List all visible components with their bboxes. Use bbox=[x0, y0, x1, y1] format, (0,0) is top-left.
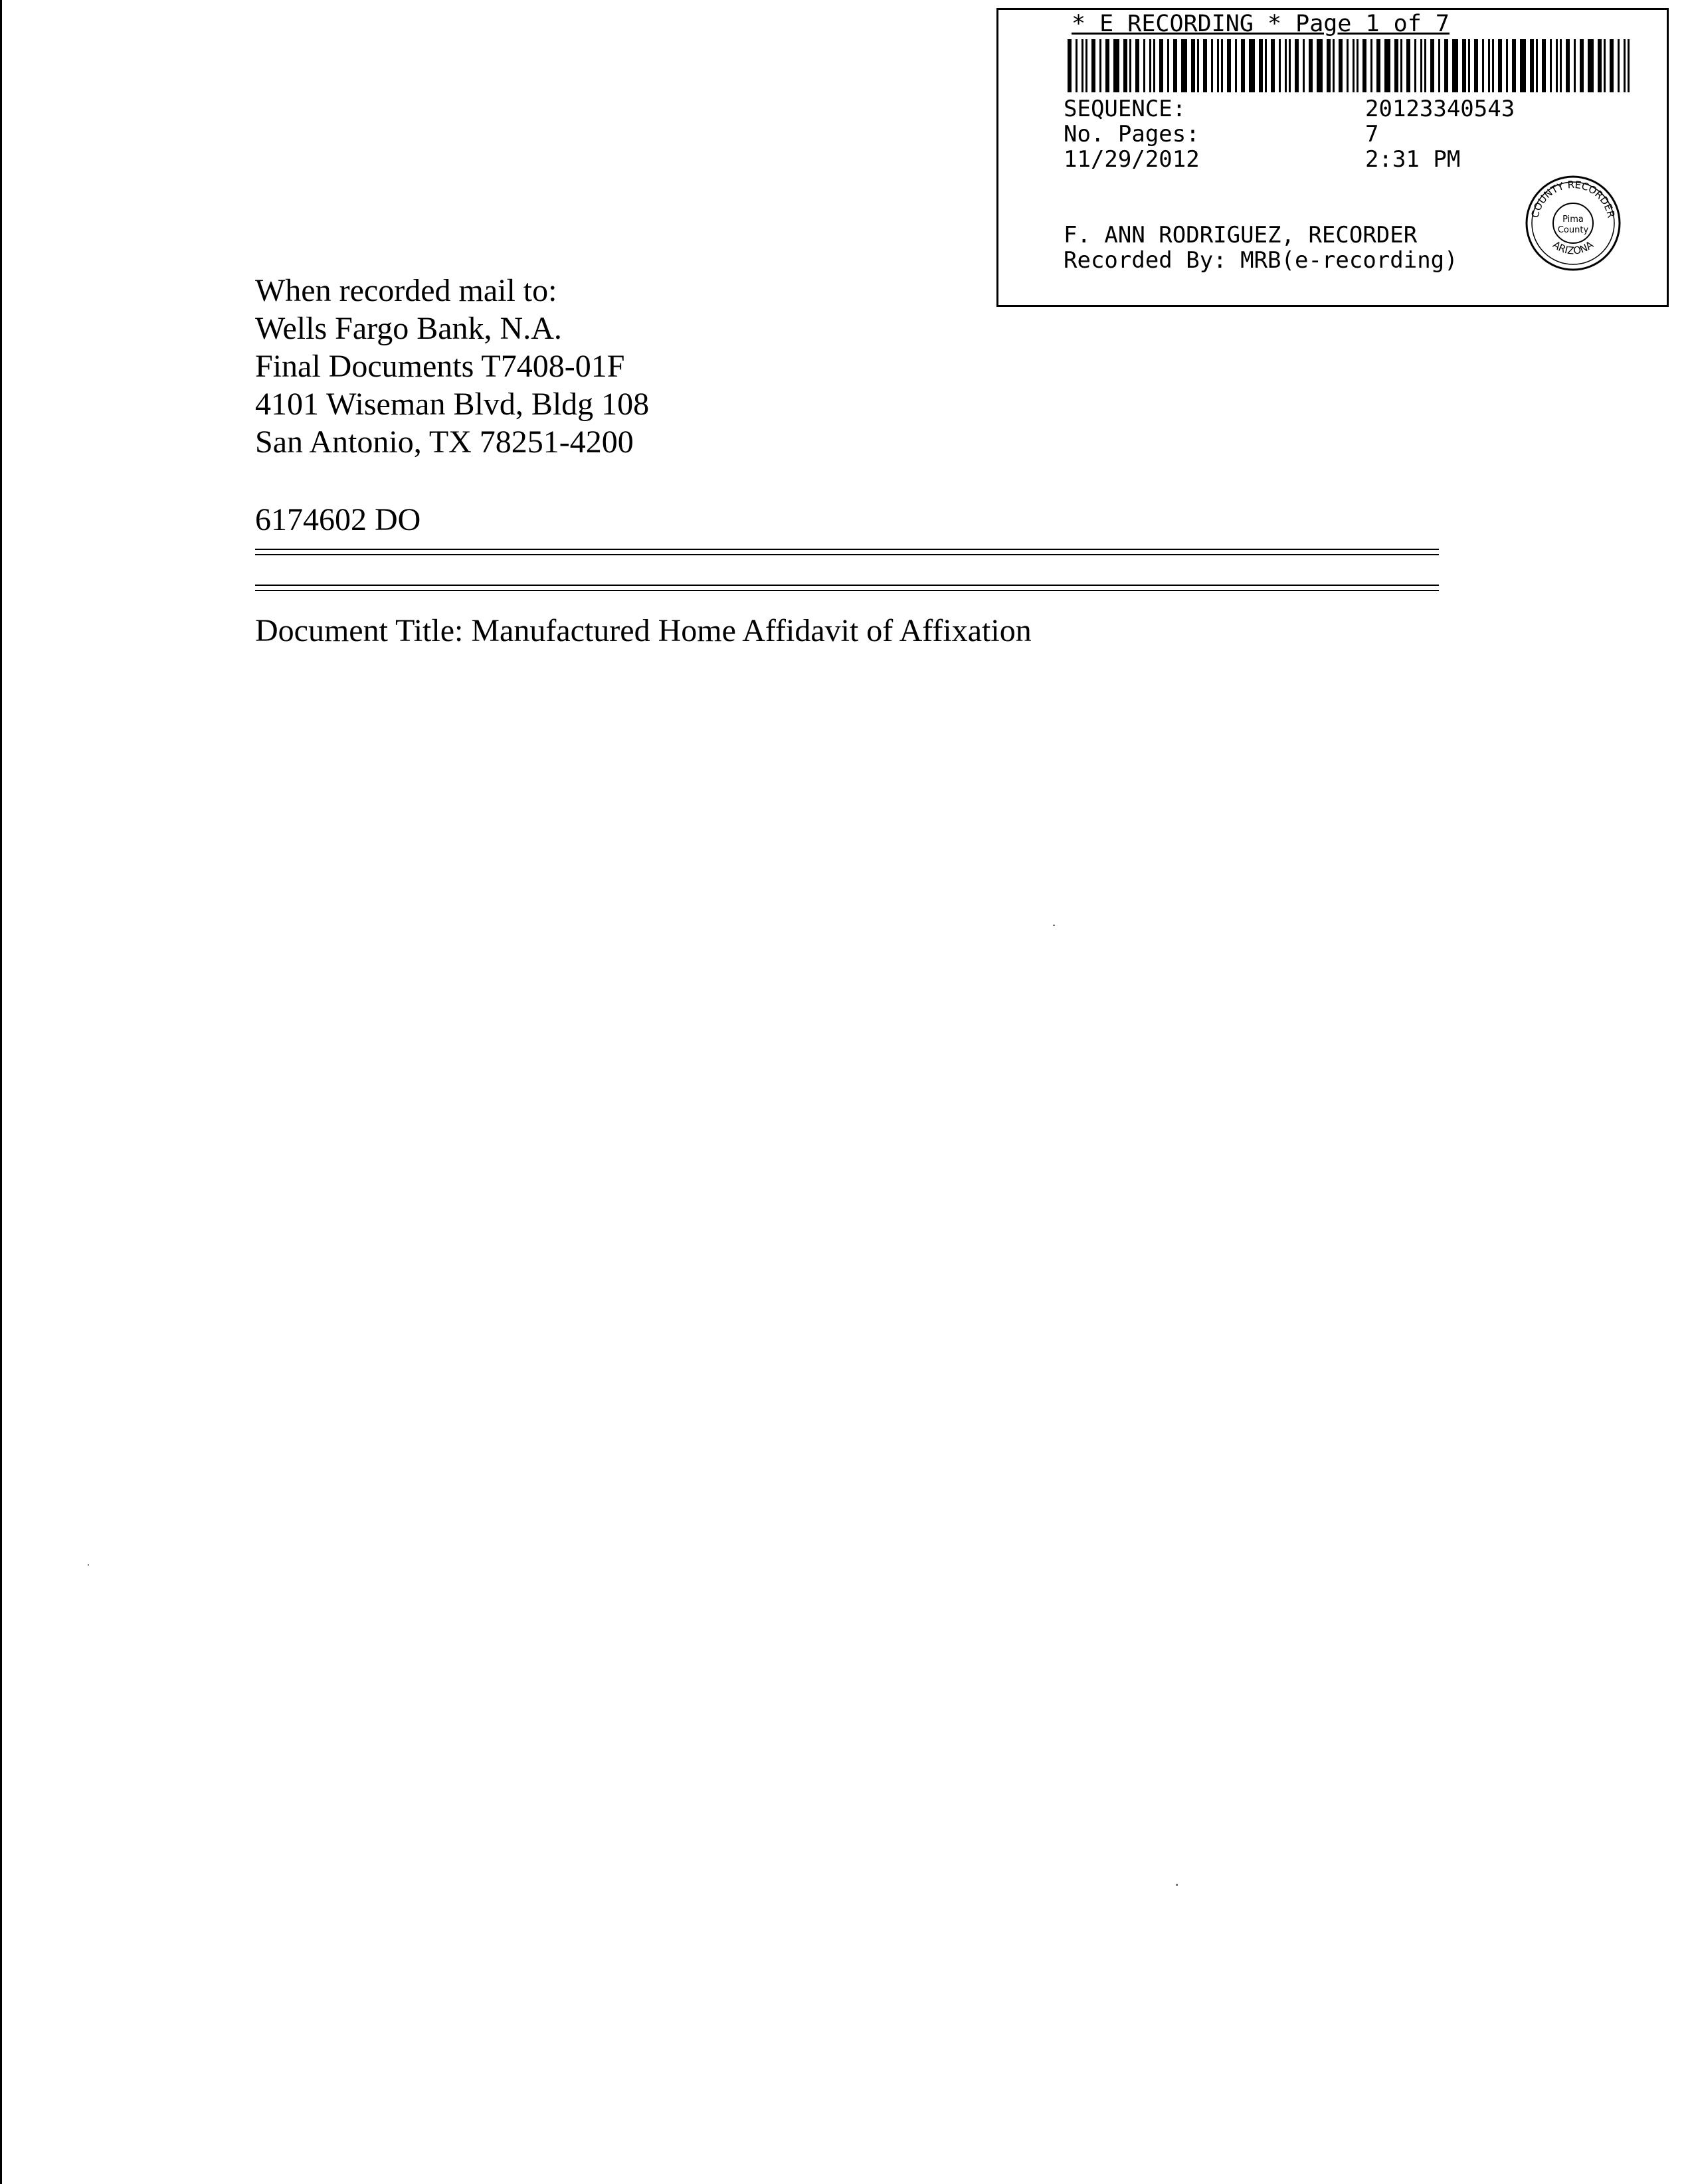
recording-stamp bbox=[996, 8, 1669, 307]
stamp-sequence-value: 20123340543 bbox=[1365, 96, 1515, 122]
barcode-bar bbox=[1468, 39, 1470, 92]
barcode-bar bbox=[1444, 39, 1448, 92]
page-left-edge bbox=[0, 0, 2, 2184]
barcode-bar bbox=[1197, 39, 1199, 92]
barcode-bar bbox=[1400, 39, 1402, 92]
barcode-bar bbox=[1588, 39, 1594, 92]
barcode-bar bbox=[1113, 39, 1119, 92]
mail-to-line-3: Final Documents T7408-01F bbox=[255, 349, 625, 384]
barcode-bar bbox=[1628, 39, 1630, 92]
barcode-bar bbox=[1285, 39, 1287, 92]
barcode-bar bbox=[1203, 39, 1207, 92]
barcode-bar bbox=[1550, 39, 1552, 92]
barcode-bar bbox=[1482, 39, 1484, 92]
barcode-bar bbox=[1143, 39, 1145, 92]
stamp-header: * E RECORDING * Page 1 of 7 bbox=[1072, 11, 1450, 37]
stamp-date: 11/29/2012 bbox=[1064, 146, 1200, 173]
barcode-bar bbox=[1167, 39, 1169, 92]
stamp-time: 2:31 PM bbox=[1365, 146, 1461, 173]
barcode-bar bbox=[1370, 39, 1372, 92]
barcode-bar bbox=[1492, 39, 1494, 92]
barcode-bar bbox=[1241, 39, 1245, 92]
scan-speck bbox=[1176, 1884, 1178, 1886]
barcode-bar bbox=[1303, 39, 1305, 92]
barcode-bar bbox=[1327, 39, 1331, 92]
barcode-bar bbox=[1135, 39, 1139, 92]
barcode-bar bbox=[1424, 39, 1426, 92]
stamp-sequence-label: SEQUENCE: bbox=[1064, 96, 1186, 122]
barcode-bar bbox=[1566, 39, 1570, 92]
barcode-bar bbox=[1173, 39, 1177, 92]
barcode-bar bbox=[1309, 39, 1313, 92]
barcode-bar bbox=[1105, 39, 1109, 92]
barcode-bar bbox=[1333, 39, 1335, 92]
barcode-bar bbox=[1259, 39, 1263, 92]
barcode-bar bbox=[1191, 39, 1195, 92]
barcode-bar bbox=[1556, 39, 1558, 92]
barcode-bar bbox=[1149, 39, 1151, 92]
barcode-bar bbox=[1091, 39, 1095, 92]
barcode-bar bbox=[1249, 39, 1255, 92]
barcode-bar bbox=[1211, 39, 1213, 92]
barcode-bar bbox=[1438, 39, 1440, 92]
barcode-bar bbox=[1394, 39, 1398, 92]
seal-inner-text-1: Pima bbox=[1562, 215, 1584, 225]
mail-to-line-1: When recorded mail to: bbox=[255, 273, 557, 308]
seal-outer-text: COUNTY RECORDER bbox=[1529, 178, 1618, 219]
barcode-bar bbox=[1271, 39, 1275, 92]
barcode-bar bbox=[1530, 39, 1534, 92]
scan-speck bbox=[1053, 925, 1055, 926]
barcode-bar bbox=[1317, 39, 1323, 92]
barcode-bar bbox=[1452, 39, 1458, 92]
barcode-bar bbox=[1081, 39, 1083, 92]
barcode-bar bbox=[1221, 39, 1223, 92]
barcode-bar bbox=[1430, 39, 1434, 92]
barcode-bar bbox=[1488, 39, 1490, 92]
separator-rule-2 bbox=[255, 585, 1439, 591]
barcode-bar bbox=[1610, 39, 1614, 92]
barcode-bar bbox=[1265, 39, 1267, 92]
county-recorder-seal bbox=[1523, 173, 1623, 273]
barcode-bar bbox=[1560, 39, 1562, 92]
barcode-bar bbox=[1474, 39, 1478, 92]
barcode-bar bbox=[1068, 39, 1072, 92]
barcode-bar bbox=[1536, 39, 1538, 92]
seal-inner-text-2: County bbox=[1557, 225, 1589, 235]
barcode-bar bbox=[1217, 39, 1219, 92]
stamp-pages-value: 7 bbox=[1365, 121, 1379, 147]
barcode-bar bbox=[1414, 39, 1416, 92]
barcode-bar bbox=[1406, 39, 1410, 92]
barcode-bar bbox=[1289, 39, 1291, 92]
barcode-bar bbox=[1420, 39, 1422, 92]
barcode-bar bbox=[1580, 39, 1584, 92]
barcode-bar bbox=[1598, 39, 1602, 92]
barcode-bar bbox=[1362, 39, 1366, 92]
separator-rule-1 bbox=[255, 549, 1439, 555]
barcode-bar bbox=[1357, 39, 1359, 92]
barcode-bar bbox=[1235, 39, 1237, 92]
barcode-bar bbox=[1353, 39, 1355, 92]
barcode-bar bbox=[1339, 39, 1343, 92]
mail-to-line-5: San Antonio, TX 78251-4200 bbox=[255, 424, 634, 460]
barcode-bar bbox=[1159, 39, 1163, 92]
reference-number: 6174602 DO bbox=[255, 502, 421, 537]
stamp-pages-label: No. Pages: bbox=[1064, 121, 1200, 147]
document-title: Document Title: Manufactured Home Affidavit of Affixation bbox=[255, 613, 1032, 648]
barcode-bar bbox=[1129, 39, 1131, 92]
barcode-bar bbox=[1384, 39, 1390, 92]
barcode-bar bbox=[1574, 39, 1576, 92]
barcode-bar bbox=[1123, 39, 1127, 92]
mail-to-line-2: Wells Fargo Bank, N.A. bbox=[255, 311, 562, 346]
barcode-bar bbox=[1542, 39, 1546, 92]
barcode-bar bbox=[1295, 39, 1299, 92]
barcode-bar bbox=[1153, 39, 1155, 92]
barcode-bar bbox=[1604, 39, 1606, 92]
barcode-bar bbox=[1099, 39, 1101, 92]
stamp-recorder-line: F. ANN RODRIGUEZ, RECORDER bbox=[1064, 222, 1418, 248]
barcode-bar bbox=[1506, 39, 1508, 92]
barcode-bar bbox=[1498, 39, 1502, 92]
barcode-bar bbox=[1227, 39, 1231, 92]
barcode-bar bbox=[1181, 39, 1187, 92]
barcode-bar bbox=[1085, 39, 1087, 92]
barcode-bar bbox=[1076, 39, 1078, 92]
barcode-bar bbox=[1624, 39, 1626, 92]
barcode-bar bbox=[1512, 39, 1516, 92]
barcode-bar bbox=[1462, 39, 1466, 92]
barcode-bar bbox=[1347, 39, 1349, 92]
barcode bbox=[1068, 39, 1632, 92]
barcode-bar bbox=[1279, 39, 1281, 92]
barcode-bar bbox=[1618, 39, 1620, 92]
barcode-bar bbox=[1376, 39, 1380, 92]
stamp-recorded-by-line: Recorded By: MRB(e-recording) bbox=[1064, 247, 1458, 274]
scan-speck bbox=[88, 1564, 89, 1566]
mail-to-line-4: 4101 Wiseman Blvd, Bldg 108 bbox=[255, 387, 650, 422]
seal-bottom-text: ARIZONA bbox=[1550, 238, 1596, 257]
barcode-bar bbox=[1520, 39, 1526, 92]
